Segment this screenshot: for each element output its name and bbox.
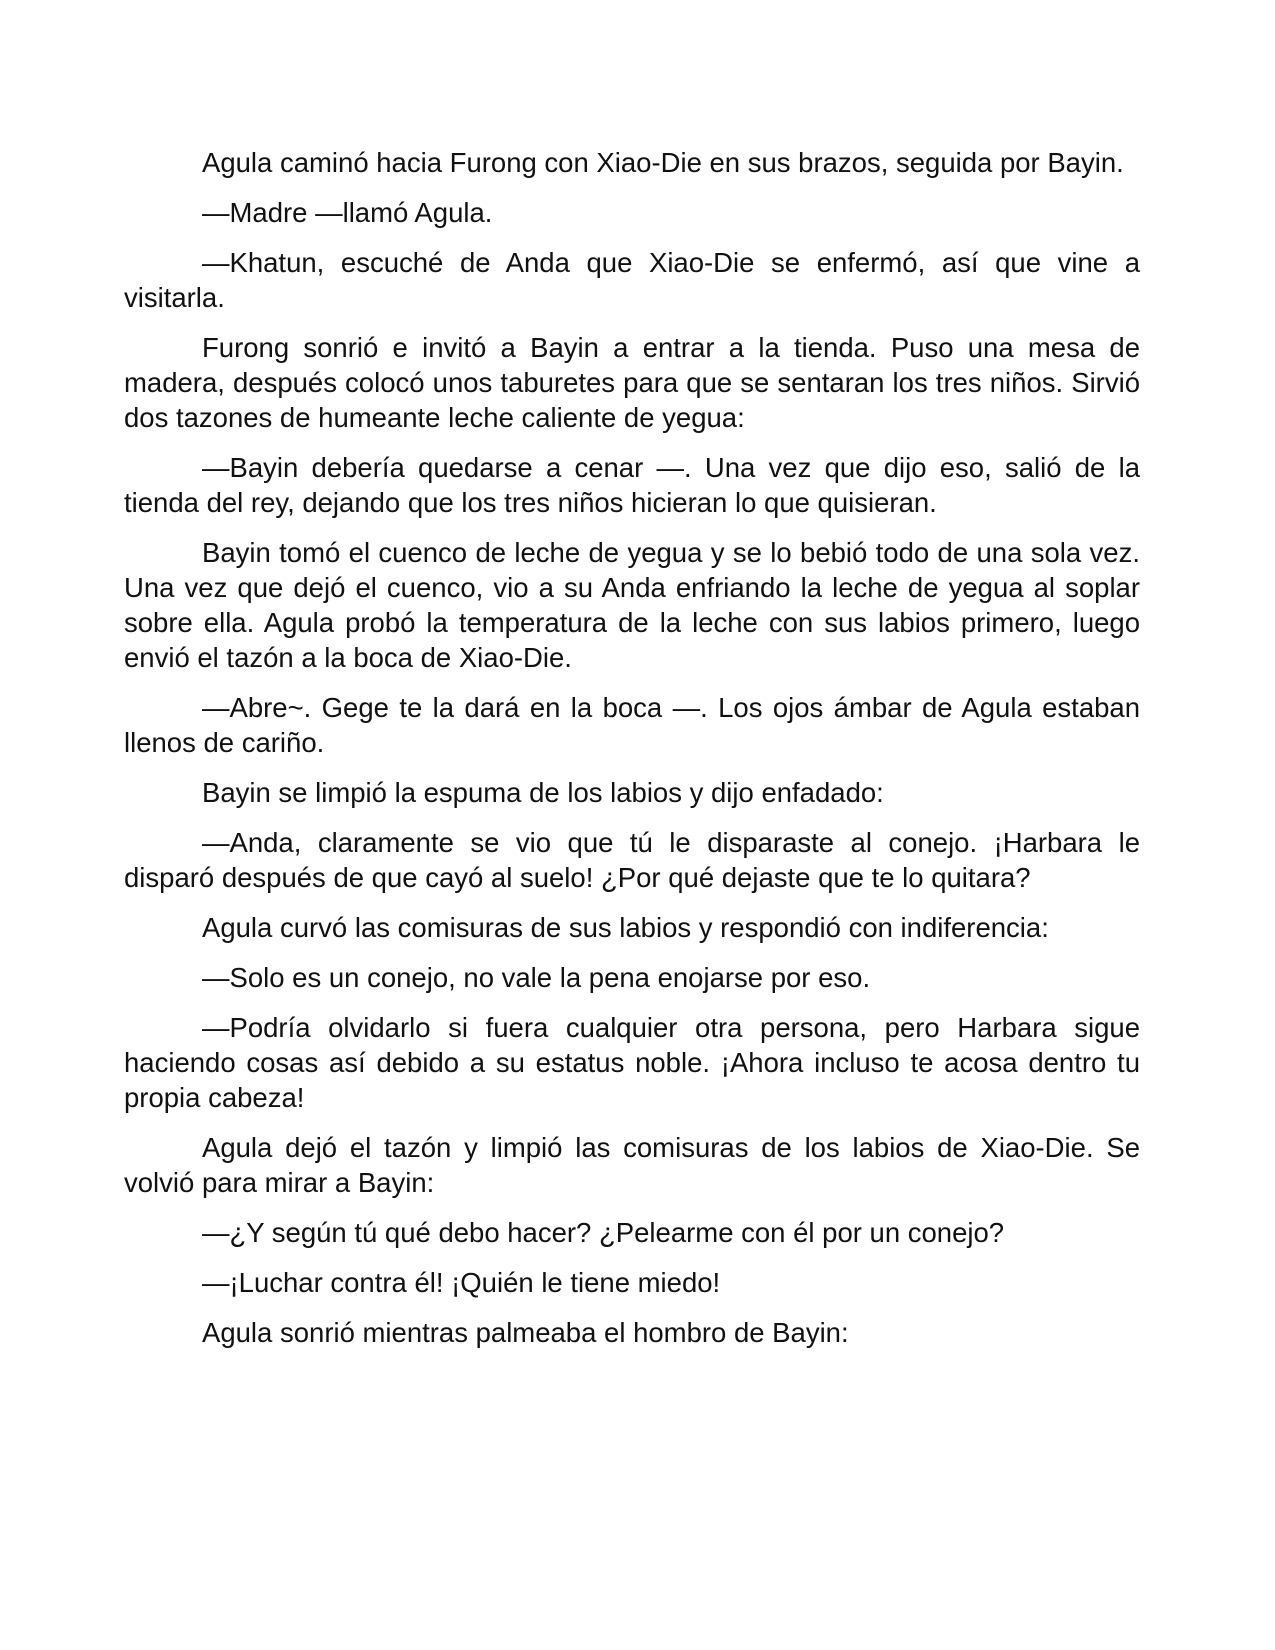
paragraph: Agula dejó el tazón y limpió las comisuras de los labios de Xiao-Die. Se volvió para mirar a Bayin: [124, 1132, 1140, 1198]
paragraph: —Podría olvidarlo si fuera cualquier otra persona, pero Harbara sigue haciendo cosas así debido a su estatus noble. ¡Ahora incluso te acosa dentro tu propia cabeza! [124, 1012, 1140, 1113]
paragraph: —Madre —llamó Agula. [202, 197, 493, 228]
paragraph: —Khatun, escuché de Anda que Xiao-Die se enfermó, así que vine a visitarla. [124, 247, 1140, 313]
paragraph: —Solo es un conejo, no vale la pena enojarse por eso. [202, 962, 871, 993]
paragraph: —Anda, claramente se vio que tú le disparaste al conejo. ¡Harbara le disparó después de que cayó al suelo! ¿Por qué dejaste que te lo quitara? [124, 827, 1140, 893]
paragraph: —¡Luchar contra él! ¡Quién le tiene miedo! [202, 1267, 721, 1298]
paragraph: —Abre~. Gege te la dará en la boca —. Los ojos ámbar de Agula estaban llenos de cariño. [124, 692, 1140, 758]
paragraph: Furong sonrió e invitó a Bayin a entrar a la tienda. Puso una mesa de madera, después colocó unos taburetes para que se sentaran los tres niños. Sirvió dos tazones de humeante leche caliente de yegua: [124, 332, 1140, 433]
paragraph: Agula caminó hacia Furong con Xiao-Die en sus brazos, seguida por Bayin. [202, 147, 1124, 178]
paragraph: —Bayin debería quedarse a cenar —. Una vez que dijo eso, salió de la tienda del rey, dejando que los tres niños hicieran lo que quisieran. [124, 452, 1140, 518]
paragraph: Agula sonrió mientras palmeaba el hombro de Bayin: [202, 1317, 849, 1348]
document-page [124, 145, 1140, 1365]
paragraph: Bayin se limpió la espuma de los labios y dijo enfadado: [202, 777, 884, 808]
paragraph: —¿Y según tú qué debo hacer? ¿Pelearme con él por un conejo? [202, 1217, 1005, 1248]
paragraph: Bayin tomó el cuenco de leche de yegua y se lo bebió todo de una sola vez. Una vez que dejó el cuenco, vio a su Anda enfriando la leche de yegua al soplar sobre ella. Agula probó la temperatura de la leche con sus labios primero, luego envió el tazón a la boca de Xiao-Die. [124, 537, 1140, 673]
paragraph: Agula curvó las comisuras de sus labios y respondió con indiferencia: [202, 912, 1049, 943]
